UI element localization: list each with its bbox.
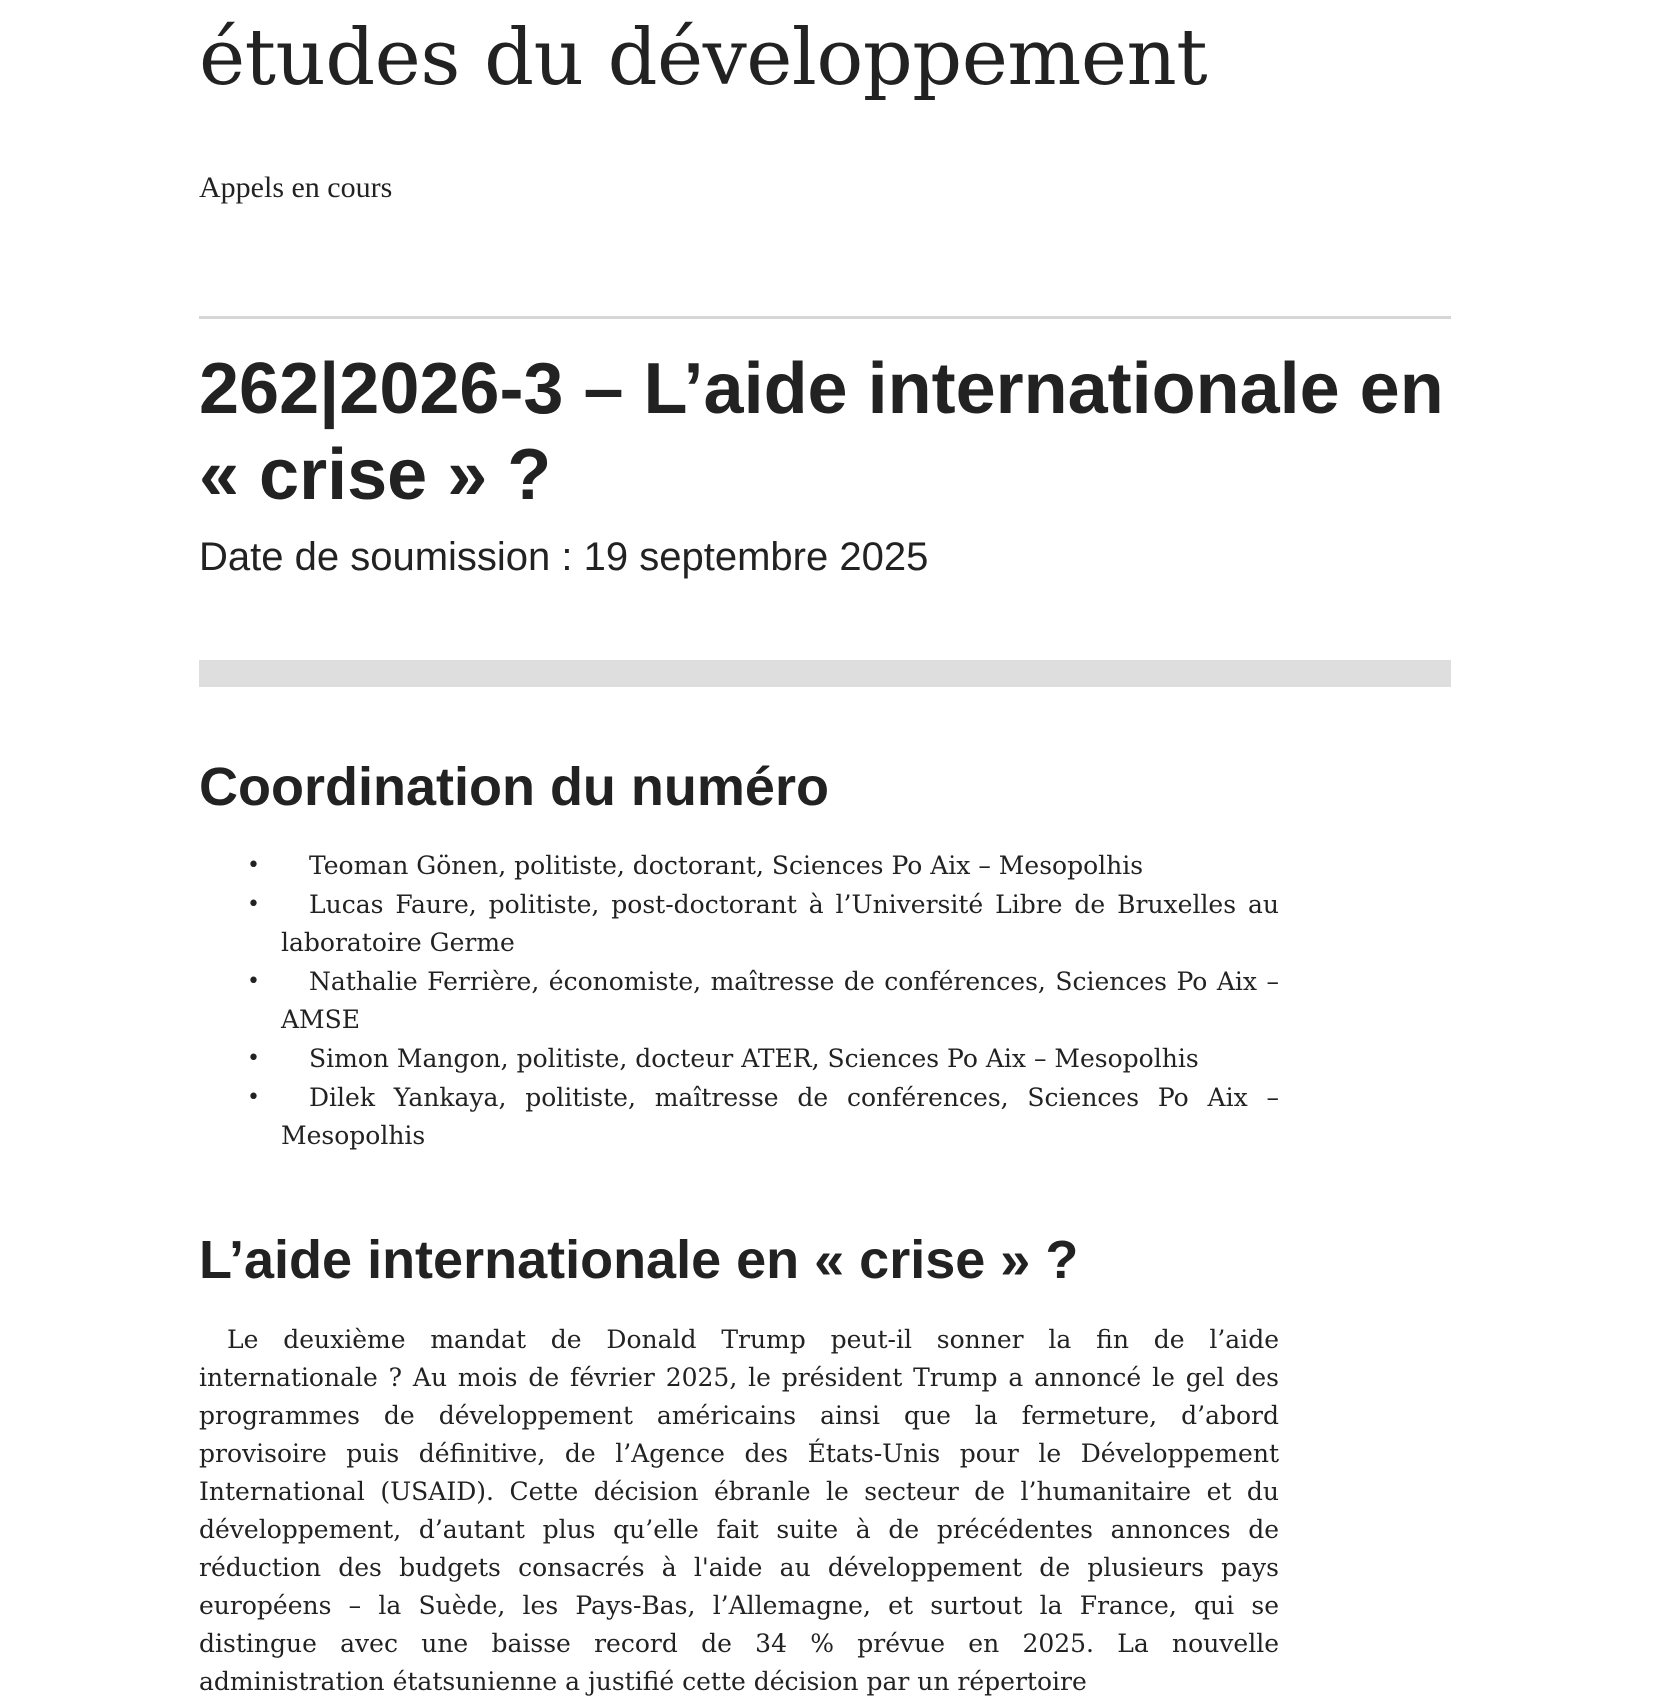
coordinator-text: Simon Mangon, politiste, docteur ATER, Sciences Po Aix – Mesopolhis [309,1044,1199,1073]
site-title[interactable]: études du développement [199,13,1208,103]
bullet-icon: • [247,969,260,994]
coordinator-text: Nathalie Ferrière, économiste, maîtresse de conférences, Sciences Po Aix – AMSE [281,967,1279,1034]
section-divider-band [199,660,1451,687]
header-divider [199,316,1451,319]
nav-link-appels-en-cours[interactable]: Appels en cours [199,171,393,204]
bullet-icon: • [247,1085,260,1110]
list-item [247,1040,1279,1078]
submission-date: Date de soumission : 19 septembre 2025 [199,535,929,579]
list-item [247,886,1279,962]
coordinator-text: Lucas Faure, politiste, post-doctorant à l’Université Libre de Bruxelles au laboratoire Germe [281,890,1279,957]
coordinators-list [199,847,1279,1156]
bullet-icon: • [247,1046,260,1071]
list-item [247,963,1279,1039]
coordinator-text: Teoman Gönen, politiste, doctorant, Sciences Po Aix – Mesopolhis [309,851,1144,880]
issue-title: 262|2026-3 – L’aide internationale en « crise » ? [199,349,1444,515]
coordination-heading: Coordination du numéro [199,757,829,817]
article-paragraph: Le deuxième mandat de Donald Trump peut-il sonner la fin de l’aide internationale ? Au mois de février 2025, le président Trump a annoncé le gel des programmes de développement américains ainsi que la fermeture, d’abord provisoire puis définitive, de l’Agence des États-Unis pour le Développement International (USAID). Cette décision ébranle le secteur de l’humanitaire et du développement, d’autant plus qu’elle fait suite à de précédentes annonces de réduction des budgets consacrés à l'aide au développement de plusieurs pays européens – la Suède, les Pays-Bas, l’Allemagne, et surtout la France, qui se distingue avec une baisse record de 34 % prévue en 2025. La nouvelle administration étatsunienne a justifié cette décision par un répertoire [199,1325,1279,1696]
list-item [247,847,1279,885]
bullet-icon: • [247,892,260,917]
article-heading: L’aide internationale en « crise » ? [199,1230,1079,1290]
bullet-icon: • [247,853,260,878]
coordinator-text: Dilek Yankaya, politiste, maîtresse de conférences, Sciences Po Aix – Mesopolhis [281,1083,1279,1150]
list-item [247,1079,1279,1155]
